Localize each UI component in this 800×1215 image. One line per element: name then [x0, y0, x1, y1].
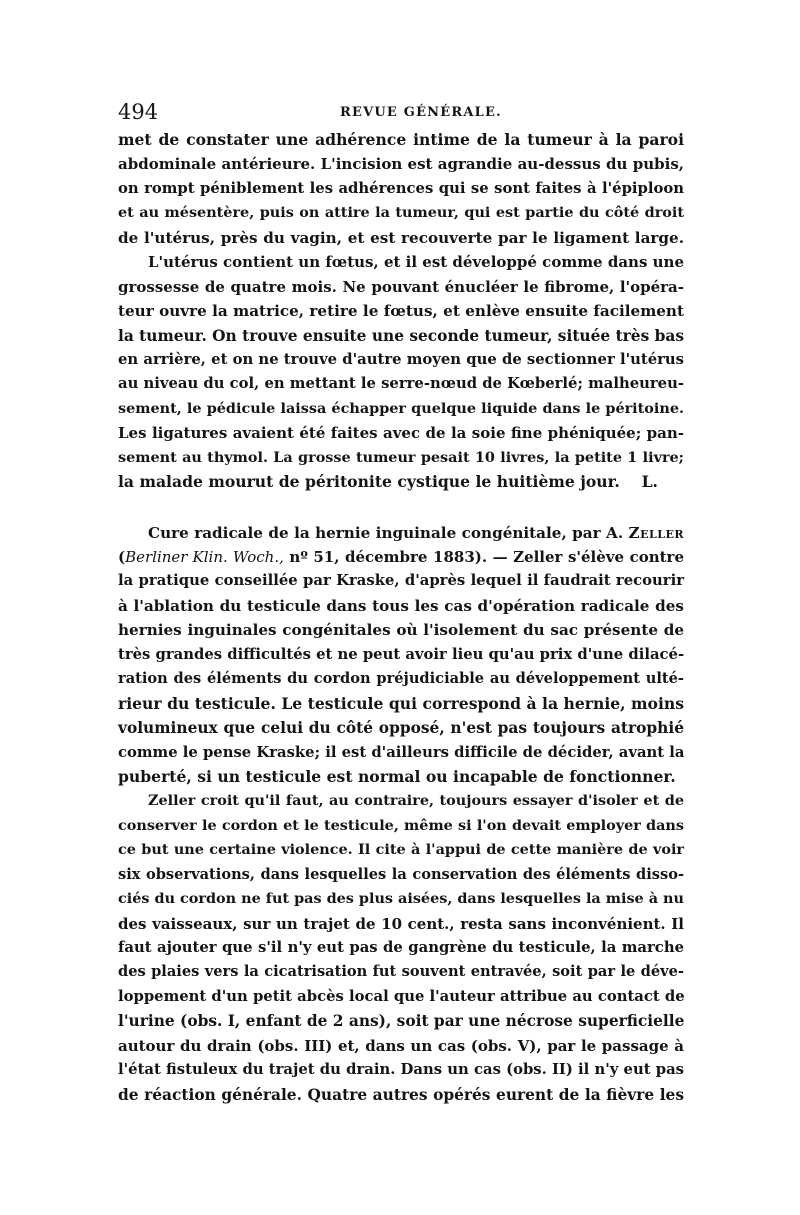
page-header	[118, 99, 684, 129]
text-line: abdominale antérieure. L'incision est agrandie au-dessus du pubis,	[118, 155, 684, 174]
text-line: la pratique conseillée par Kraske, d'après lequel il faudrait recourir	[118, 572, 684, 590]
text-line: et au mésentère, puis on attire la tumeur, qui est partie du côté droit	[118, 204, 684, 222]
text-line: de réaction générale. Quatre autres opérés eurent de la fièvre les	[118, 1085, 684, 1104]
text-line: sement, le pédicule laissa échapper quelque liquide dans le péritoine.	[118, 399, 684, 417]
text-line: ration des éléments du cordon préjudiciable au développement ulté-	[118, 670, 684, 688]
text-line: teur ouvre la matrice, retire le fœtus, et enlève ensuite facilement	[118, 302, 684, 321]
text-line: très grandes difficultés et ne peut avoir lieu qu'au prix d'une dilacé-	[118, 645, 685, 663]
article-cure-radicale	[118, 521, 684, 790]
text-line: hernies inguinales congénitales où l'isolement du sac présente de	[118, 621, 684, 640]
text-line: met de constater une adhérence intime de la tumeur à la paroi	[118, 130, 684, 149]
article-by: par A.	[566, 523, 629, 542]
text-line: conserver le cordon et le testicule, même si l'on devait employer dans	[118, 816, 684, 834]
journal-name: Berliner Klin. Woch.,	[125, 548, 284, 566]
text-line: à l'ablation du testicule dans tous les cas d'opération radicale des	[118, 596, 684, 615]
citation-open: (	[118, 548, 126, 566]
article-heading-line	[118, 521, 684, 545]
paragraph-gap	[118, 495, 684, 521]
running-title: REVUE GÉNÉRALE.	[340, 105, 502, 120]
body-text	[118, 128, 684, 1107]
text-line: l'urine (obs. I, enfant de 2 ans), soit par une nécrose superficielle	[118, 1012, 685, 1031]
paragraph-continuation	[118, 128, 684, 250]
text-line: autour du drain (obs. III) et, dans un cas (obs. V), par le passage à	[118, 1036, 684, 1055]
signature-initial: L.	[641, 472, 658, 492]
text-line: des plaies vers la cicatrisation fut souvent entravée, soit par le déve-	[118, 963, 684, 981]
text-line: des vaisseaux, sur un trajet de 10 cent., resta sans inconvénient. Il	[118, 914, 684, 933]
text-line: sement au thymol. La grosse tumeur pesait 10 livres, la petite 1 livre;	[118, 448, 684, 466]
text-line: au niveau du col, en mettant le serre-nœud de Kœberlé; malheureu-	[118, 375, 684, 393]
citation-rest: nº 51, décembre 1883). — Zeller s'élève contre	[283, 548, 685, 566]
text-line-final-content: la malade mourut de péritonite cystique le huitième jour.	[118, 472, 620, 492]
text-line: volumineux que celui du côté opposé, n'est pas toujours atrophié	[118, 719, 684, 738]
text-line: faut ajouter que s'il n'y eut pas de gangrène du testicule, la marche	[118, 939, 684, 956]
page-number: 494	[118, 100, 159, 124]
text-line: Les ligatures avaient été faites avec de la soie fine phéniquée; pan-	[118, 424, 684, 443]
text-line: de l'utérus, près du vagin, et est recouverte par le ligament large.	[118, 228, 684, 247]
text-line: six observations, dans lesquelles la conservation des éléments disso-	[118, 865, 684, 883]
text-line: en arrière, et on ne trouve d'autre moyen que de sectionner l'utérus	[118, 350, 684, 368]
paragraph-zeller	[118, 789, 684, 1107]
text-line: L'utérus contient un fœtus, et il est développé comme dans une	[148, 253, 684, 272]
article-author: Zeller	[628, 523, 684, 542]
text-line: loppement d'un petit abcès local que l'auteur attribue au contact de	[118, 987, 685, 1005]
paragraph-uterus	[118, 250, 684, 494]
text-line: on rompt péniblement les adhérences qui se sont faites à l'épiploon	[118, 179, 684, 197]
text-line: puberté, si un testicule est normal ou incapable de fonctionner.	[118, 766, 676, 786]
text-line: ciés du cordon ne fut pas des plus aisées, dans lesquelles la mise à nu	[118, 890, 684, 908]
text-line: l'état fistuleux du trajet du drain. Dans un cas (obs. II) il n'y eut pas	[118, 1061, 684, 1079]
citation-line	[118, 545, 684, 569]
text-line: grossesse de quatre mois. Ne pouvant énucléer le fibrome, l'opéra-	[118, 277, 684, 296]
text-line: ce but une certaine violence. Il cite à l'appui de cette manière de voir	[118, 841, 684, 859]
text-line: comme le pense Kraske; il est d'ailleurs difficile de décider, avant la	[118, 743, 685, 761]
text-line: Zeller croit qu'il faut, au contraire, toujours essayer d'isoler et de	[148, 792, 684, 810]
article-title: Cure radicale de la hernie inguinale congénitale,	[148, 523, 567, 542]
text-line-final	[118, 470, 684, 494]
text-line: rieur du testicule. Le testicule qui correspond à la hernie, moins	[118, 693, 684, 713]
text-line: la tumeur. On trouve ensuite une seconde tumeur, située très bas	[118, 326, 684, 345]
